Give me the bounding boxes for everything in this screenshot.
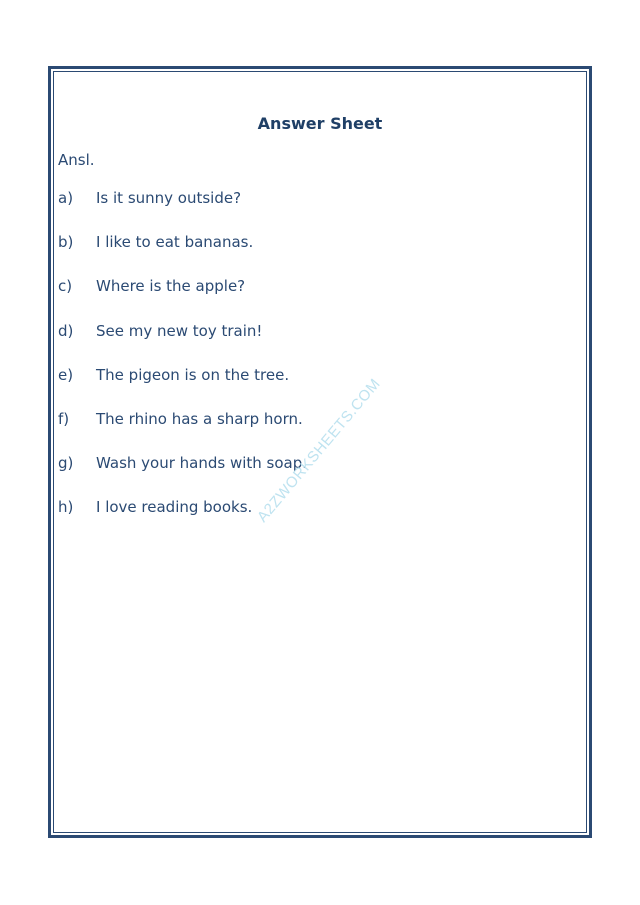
answer-text: I love reading books. bbox=[96, 498, 253, 516]
answer-letter: c) bbox=[58, 277, 73, 295]
page-title: Answer Sheet bbox=[257, 114, 383, 133]
answer-text: The pigeon is on the tree. bbox=[96, 366, 290, 384]
answer-letter: f) bbox=[58, 410, 70, 428]
answer-text: See my new toy train! bbox=[96, 322, 263, 340]
watermark: A2ZWORKSHEETS.COM bbox=[253, 375, 384, 526]
answer-item-a bbox=[58, 189, 241, 207]
answer-label: Ansl. bbox=[58, 151, 95, 169]
answer-letter: g) bbox=[58, 454, 74, 472]
answer-item-e bbox=[58, 366, 289, 384]
answer-item-g bbox=[58, 454, 307, 472]
answer-letter: h) bbox=[58, 498, 74, 516]
answer-item-f bbox=[58, 410, 303, 428]
answer-letter: e) bbox=[58, 366, 74, 384]
answer-text: Where is the apple? bbox=[96, 277, 246, 295]
answer-text: Is it sunny outside? bbox=[96, 189, 242, 207]
answer-item-h bbox=[58, 498, 252, 516]
answer-item-c bbox=[58, 277, 245, 295]
answer-text: I like to eat bananas. bbox=[96, 233, 254, 251]
answer-letter: b) bbox=[58, 233, 74, 251]
answer-text: Wash your hands with soap. bbox=[96, 454, 308, 472]
answer-text: The rhino has a sharp horn. bbox=[96, 410, 303, 428]
answer-letter: a) bbox=[58, 189, 74, 207]
answer-item-b bbox=[58, 233, 253, 251]
answer-letter: d) bbox=[58, 322, 74, 340]
answer-item-d bbox=[58, 322, 262, 340]
